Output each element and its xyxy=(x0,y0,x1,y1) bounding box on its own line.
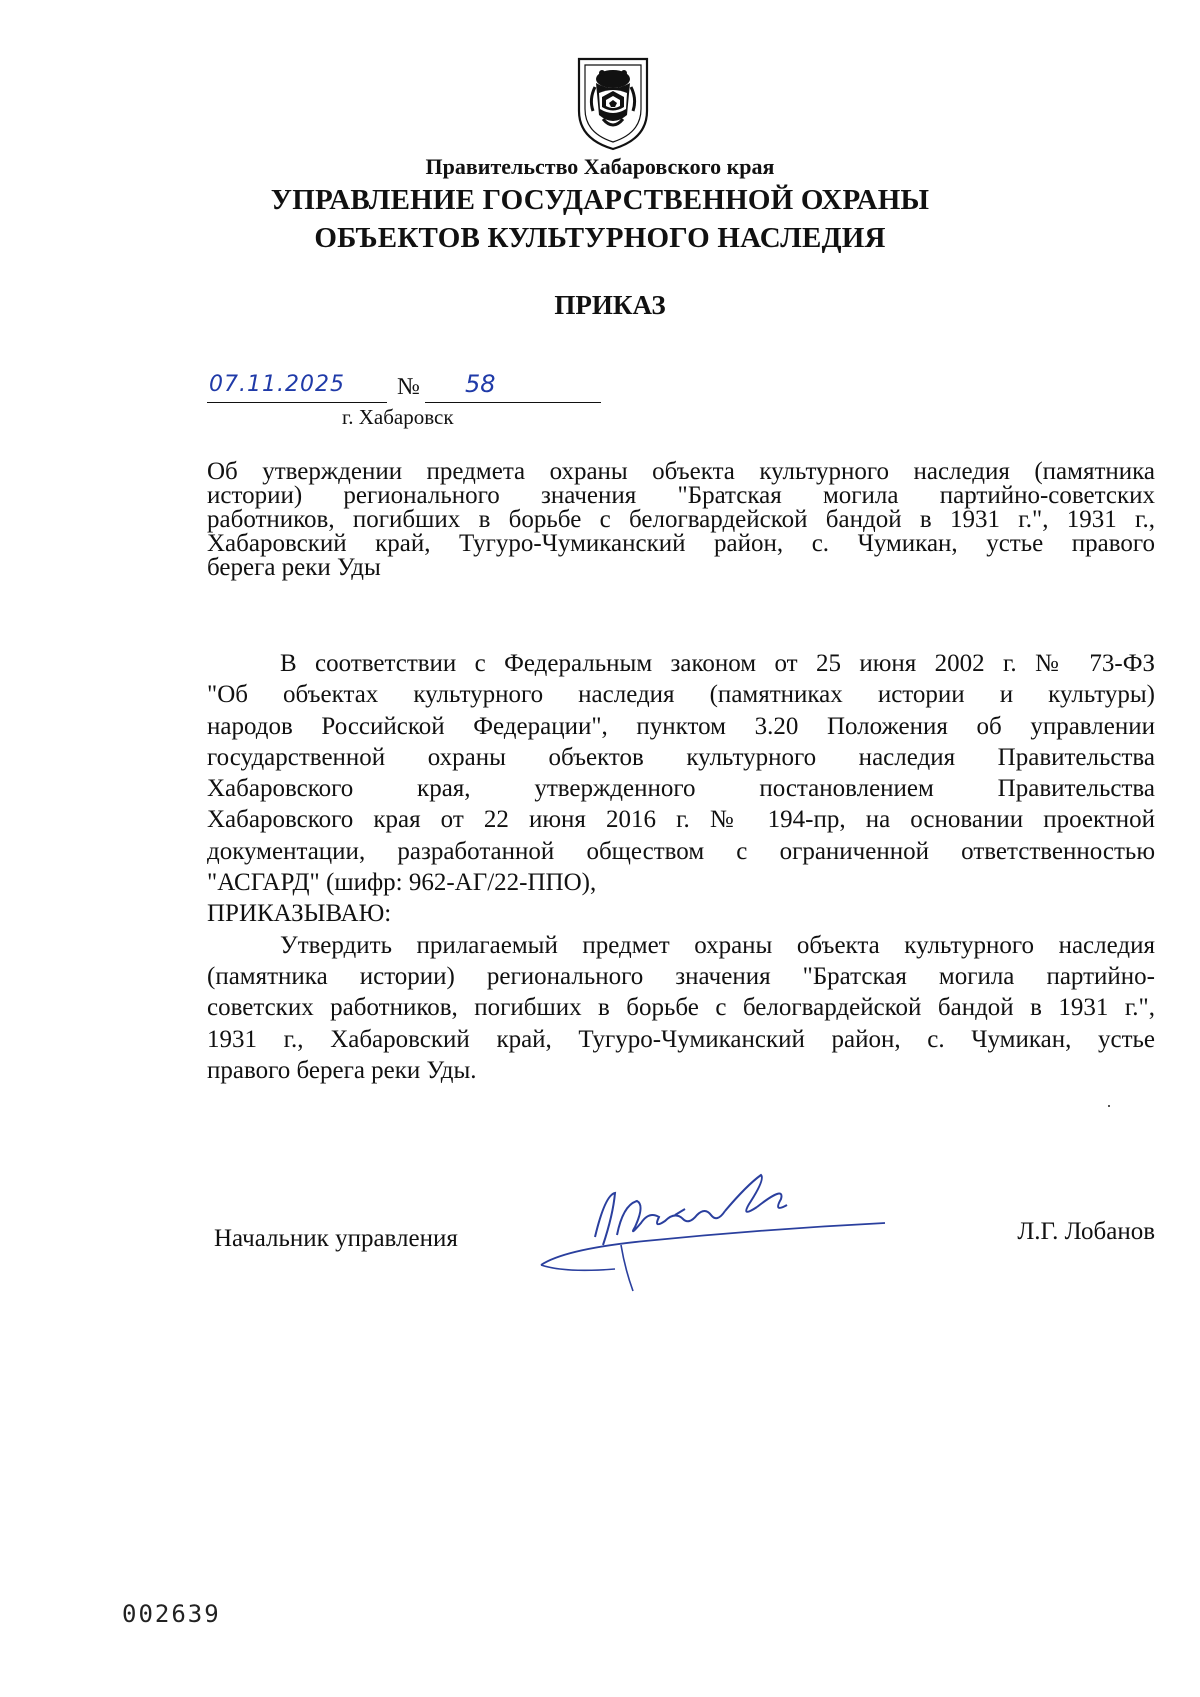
department-name-line-2: ОБЪЕКТОВ КУЛЬТУРНОГО НАСЛЕДИЯ xyxy=(314,222,886,254)
handwritten-signature-icon xyxy=(525,1165,905,1295)
body-line: В соответствии с Федеральным законом от 25 июня 2002 г. № 73-ФЗ xyxy=(280,650,1155,677)
body-line: "Об объектах культурного наследия (памятниках истории и культуры) xyxy=(207,681,1155,709)
city-name: г. Хабаровск xyxy=(342,405,454,429)
order-body xyxy=(207,648,1155,1086)
body-line: государственной охраны объектов культурного наследия Правительства xyxy=(207,743,1155,771)
department-name-line-1: УПРАВЛЕНИЕ ГОСУДАРСТВЕННОЙ ОХРАНЫ xyxy=(270,184,930,216)
document-serial-number: 002639 xyxy=(122,1600,221,1628)
body-line: (памятника истории) регионального значения "Братская могила партийно- xyxy=(207,962,1155,990)
number-underline xyxy=(425,402,601,403)
subject-line: берега реки Уды xyxy=(207,554,381,581)
subject-line: истории) регионального значения "Братская могила партийно-советских xyxy=(207,482,1155,509)
scan-speck xyxy=(1108,1105,1110,1107)
body-line: правого берега реки Уды. xyxy=(207,1056,477,1084)
body-line: Хабаровского края, утвержденного постановлением Правительства xyxy=(207,775,1155,803)
subject-line: Хабаровский край, Тугуро-Чумиканский район, с. Чумикан, устье правого xyxy=(207,530,1155,557)
body-line: 1931 г., Хабаровский край, Тугуро-Чумиканский район, с. Чумикан, устье xyxy=(207,1025,1155,1053)
order-subject xyxy=(207,460,1155,580)
body-line: "АСГАРД" (шифр: 962-АГ/22-ППО), xyxy=(207,869,597,897)
khabarovsk-krai-coat-of-arms-icon xyxy=(569,53,657,153)
body-line: советских работников, погибших в борьбе с белогвардейской бандой в 1931 г.", xyxy=(207,994,1155,1022)
date-underline xyxy=(207,402,387,403)
order-keyword: ПРИКАЗЫВАЮ: xyxy=(207,900,392,928)
date-number-row xyxy=(207,372,607,406)
document-type-title: ПРИКАЗ xyxy=(554,290,666,320)
subject-line: работников, погибших в борьбе с белогвардейской бандой в 1931 г.", 1931 г., xyxy=(207,506,1155,533)
body-line: документации, разработанной обществом с ограниченной ответственностью xyxy=(207,837,1155,865)
body-line: Хабаровского края от 22 июня 2016 г. № 194-пр, на основании проектной xyxy=(207,806,1155,834)
subject-line: Об утверждении предмета охраны объекта культурного наследия (памятника xyxy=(207,458,1155,485)
handwritten-date: 07.11.2025 xyxy=(209,372,345,397)
number-sign: № xyxy=(397,374,420,400)
government-name: Правительство Хабаровского края xyxy=(425,154,775,179)
signer-name: Л.Г. Лобанов xyxy=(1017,1218,1155,1245)
body-line: народов Российской Федерации", пунктом 3.20 Положения об управлении xyxy=(207,712,1155,740)
signer-position: Начальник управления xyxy=(214,1225,458,1252)
handwritten-order-number: 58 xyxy=(465,370,496,398)
body-line: Утвердить прилагаемый предмет охраны объекта культурного наследия xyxy=(280,931,1155,959)
